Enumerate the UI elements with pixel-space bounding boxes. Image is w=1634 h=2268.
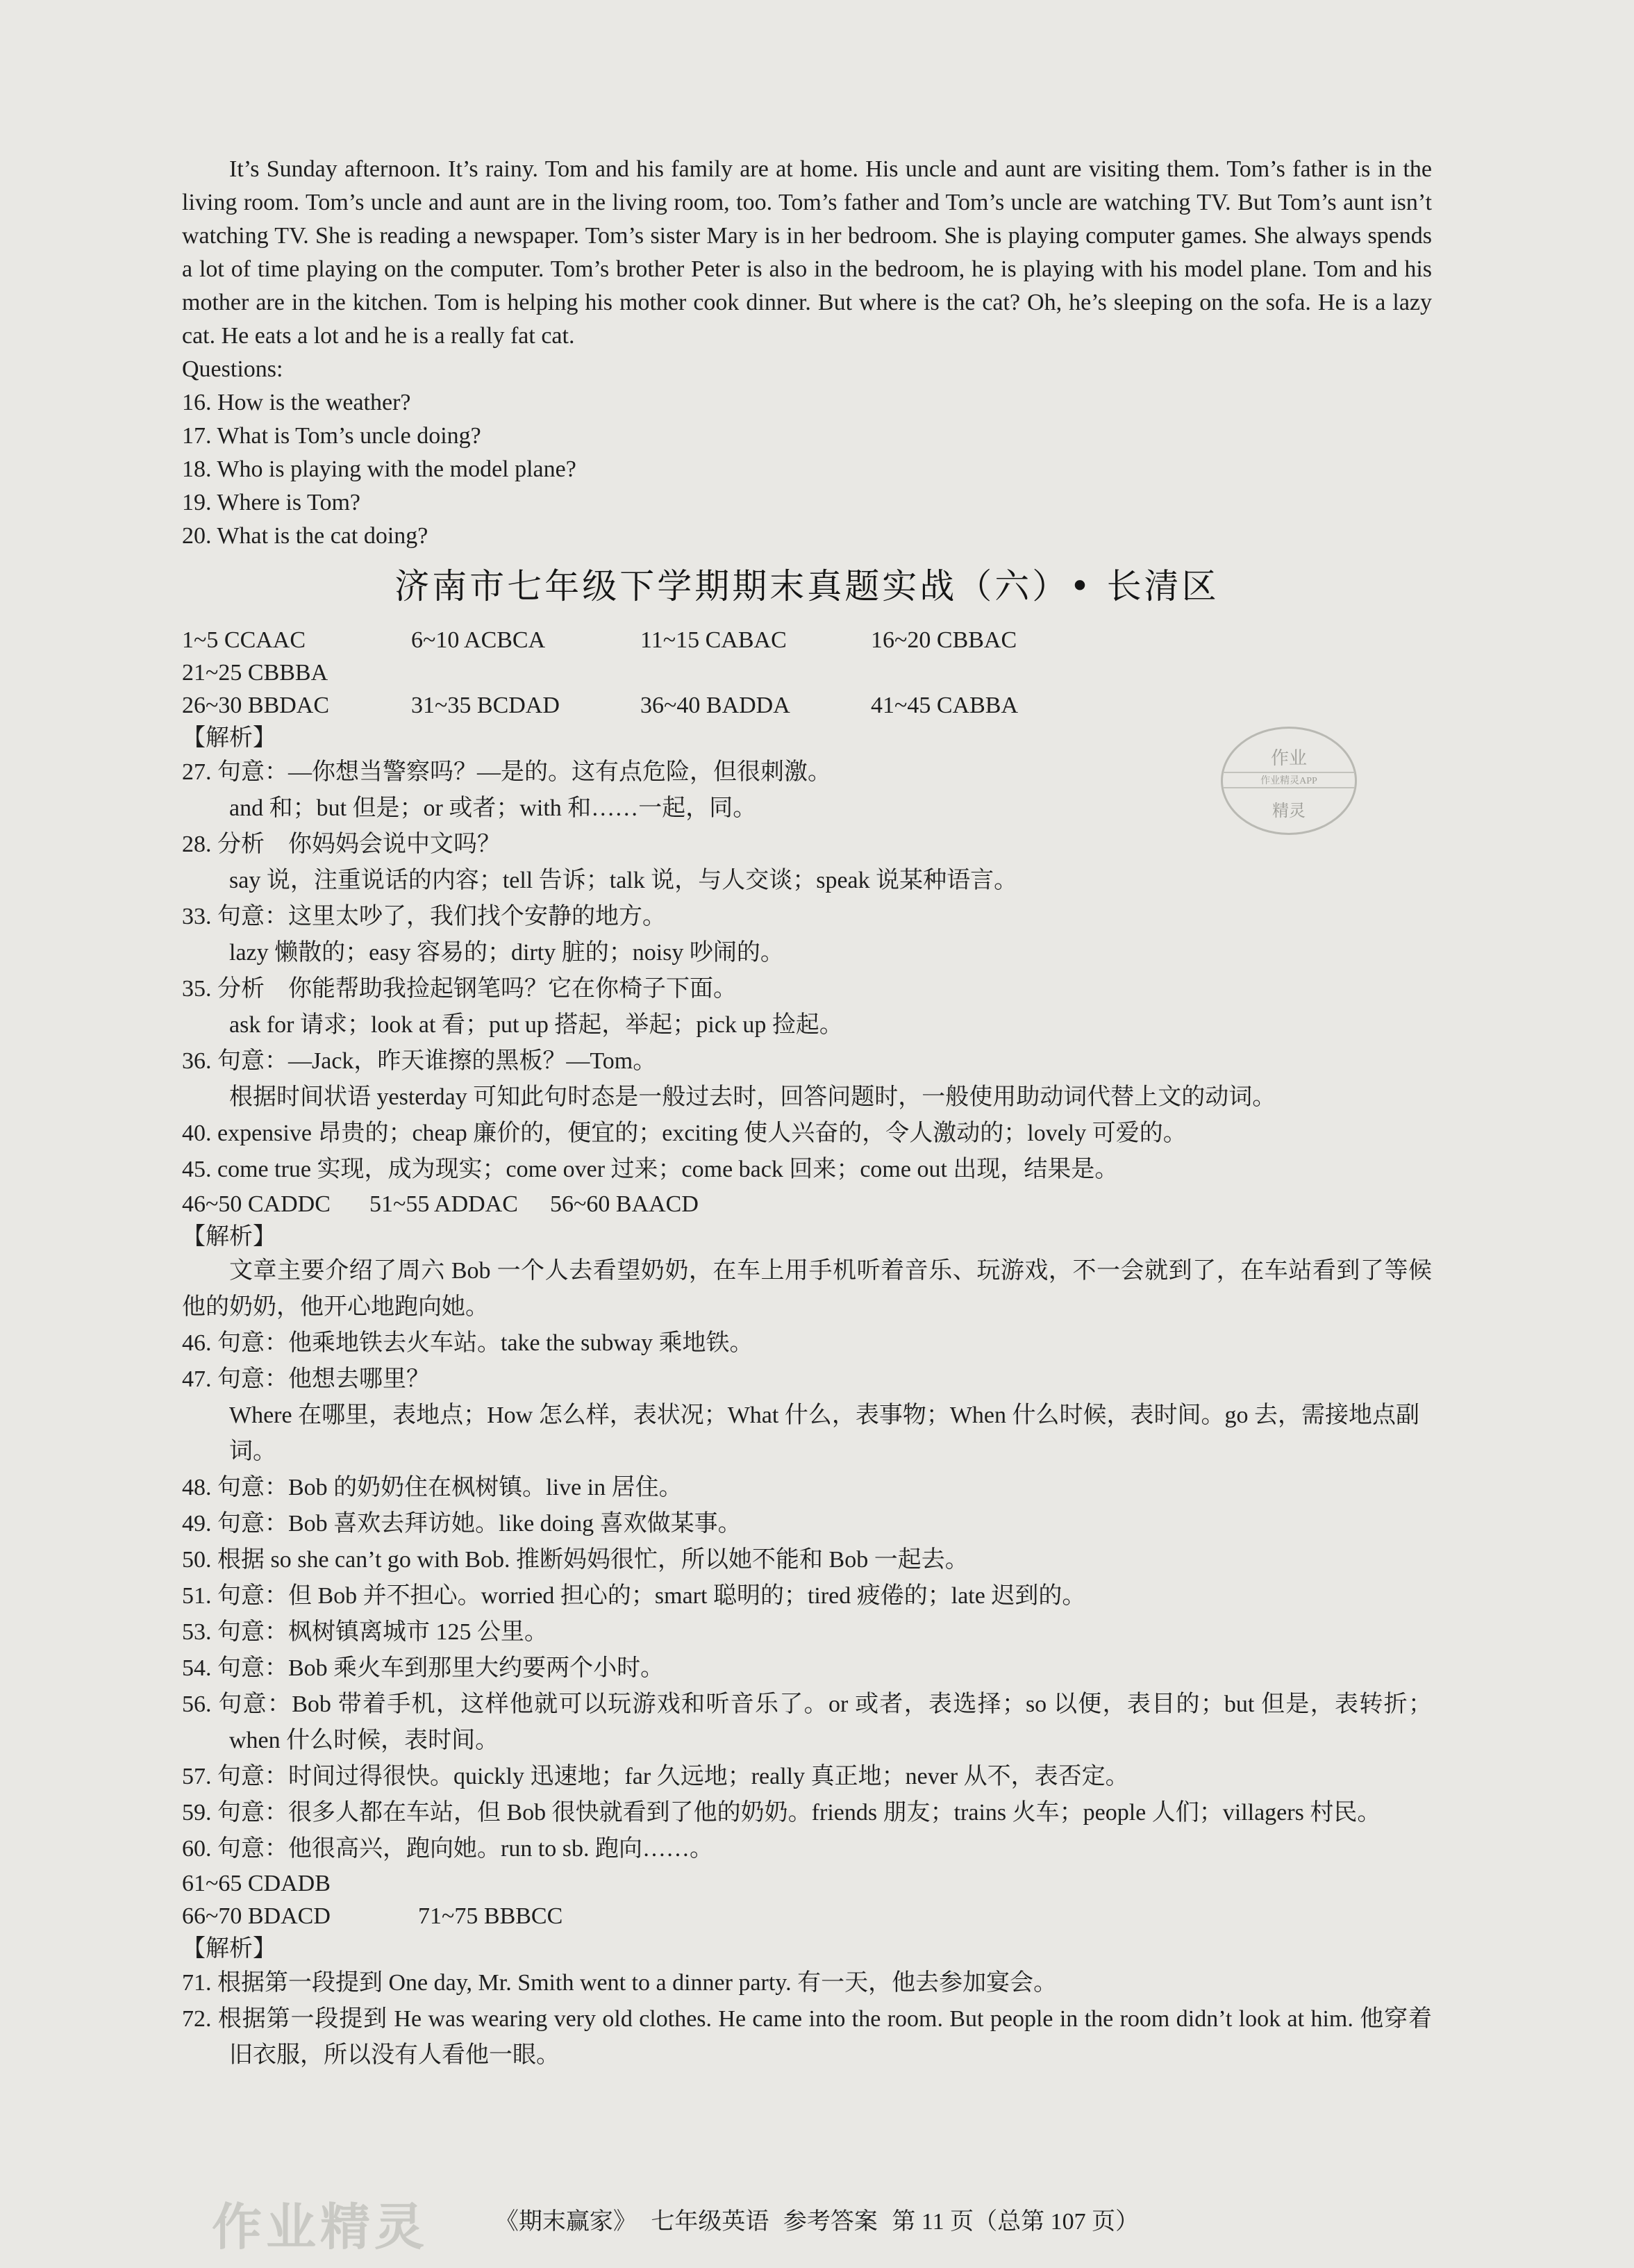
answer-group: 16~20 CBBAC: [871, 627, 1017, 653]
item-text: 句意：Bob 的奶奶住在枫树镇。live in 居住。: [217, 1475, 683, 1500]
item-note: and 和；but 但是；or 或者；with 和……一起，同。: [229, 795, 757, 821]
passage-text: It’s Sunday afternoon. It’s rainy. Tom and his family are at home. His uncle and aunt are visiting them. Tom’s father is in the living room. Tom’s uncle and aunt are in the living room, too. Tom’s father and Tom’s uncle are watching TV. But Tom’s aunt isn’t watching TV. She is reading a newspaper. Tom’s sister Mary is in her bedroom. She is playing computer games. She always spends a lot of time playing on the computer. Tom’s brother Peter is also in the bedroom, he is playing with his model plane. Tom and his mother are in the kitchen. Tom is helping his mother cook dinner. But where is the cat? Oh, he’s sleeping on the sofa. He is a lazy cat. He eats a lot and he is a really fat cat.: [182, 156, 1432, 349]
item-text: 句意：他想去哪里？: [217, 1366, 430, 1392]
answer-group: 6~10 ACBCA: [411, 627, 546, 653]
analysis-item: [182, 2001, 1432, 2074]
section-title: 济南市七年级下学期期末真题实战（六）• 长清区: [394, 566, 1219, 606]
answer-group: 1~5 CCAAC: [182, 627, 306, 653]
item-text: come true 实现，成为现实；come over 过来；come back 回来；come out 出现，结果是。: [217, 1157, 1119, 1182]
questions-label: Questions:: [182, 356, 283, 382]
item-number: 53.: [182, 1619, 212, 1645]
item-number: 47.: [182, 1366, 212, 1392]
item-number: 33.: [182, 904, 212, 929]
answer-row: [182, 689, 1432, 722]
item-number: 54.: [182, 1655, 212, 1681]
analysis-item: [182, 1687, 1432, 1759]
analysis-item: [182, 1152, 1432, 1188]
item-number: 49.: [182, 1511, 212, 1537]
answer-group: 71~75 BBBCC: [418, 1903, 563, 1929]
item-text: 句意：Bob 乘火车到那里大约要两个小时。: [217, 1655, 665, 1681]
item-text: 分析 你能帮助我捡起钢笔吗？它在你椅子下面。: [217, 976, 737, 1002]
question-16: 16. How is the weather?: [182, 390, 411, 415]
analysis-item: [182, 1614, 1432, 1650]
item-number: 56.: [182, 1691, 212, 1717]
item-text: 句意：Bob 带着手机，这样他就可以玩游戏和听音乐了。or 或者，表选择；so 以便，表目的；but 但是，表转折；when 什么时候，表时间。: [218, 1691, 1432, 1753]
analysis-item: [182, 1325, 1432, 1361]
question-17: 17. What is Tom’s uncle doing?: [182, 423, 481, 449]
item-text: 句意：枫树镇离城市 125 公里。: [217, 1619, 548, 1645]
analysis-item: [182, 1759, 1432, 1795]
item-text: 句意：时间过得很快。quickly 迅速地；far 久远地；really 真正地；never 从不，表否定。: [217, 1764, 1129, 1789]
item-number: 40.: [182, 1120, 212, 1146]
answer-group: 21~25 CBBBA: [182, 660, 328, 686]
item-text: 句意：他乘地铁去火车站。take the subway 乘地铁。: [217, 1330, 753, 1356]
item-note: Where 在哪里，表地点；How 怎么样，表状况；What 什么，表事物；When 什么时候，表时间。go 去，需接地点副词。: [229, 1402, 1420, 1464]
footer-book-title: 《期末赢家》: [494, 2209, 637, 2235]
item-text: 句意：他很高兴，跑向她。run to sb. 跑向……。: [217, 1836, 713, 1862]
item-text: 句意：—Jack，昨天谁擦的黑板？—Tom。: [217, 1048, 657, 1074]
answer-group: 66~70 BDACD: [182, 1903, 331, 1929]
analysis-item: [182, 1578, 1432, 1614]
item-number: 59.: [182, 1800, 212, 1826]
item-number: 51.: [182, 1583, 212, 1609]
answer-group: 61~65 CDADB: [182, 1871, 331, 1896]
item-number: 50.: [182, 1547, 212, 1573]
item-number: 28.: [182, 831, 212, 857]
item-note: ask for 请求；look at 看；put up 搭起，举起；pick up 捡起。: [229, 1012, 843, 1038]
answer-row: [182, 656, 1432, 689]
item-text: 句意：很多人都在车站，但 Bob 很快就看到了他的奶奶。friends 朋友；trains 火车；people 人们；villagers 村民。: [217, 1800, 1381, 1826]
footer-section: 参考答案: [783, 2209, 878, 2235]
item-number: 48.: [182, 1475, 212, 1500]
answer-group: 51~55 ADDAC: [369, 1191, 518, 1217]
answer-group: 41~45 CABBA: [871, 693, 1019, 718]
item-note: 根据时间状语 yesterday 可知此句时态是一般过去时，回答问题时，一般使用助动词代替上文的动词。: [229, 1084, 1276, 1110]
item-text: 分析 你妈妈会说中文吗？: [217, 831, 501, 857]
item-note: lazy 懒散的；easy 容易的；dirty 脏的；noisy 吵闹的。: [229, 940, 784, 966]
analysis-item: [182, 899, 1432, 971]
item-number: 60.: [182, 1836, 212, 1862]
item-text: 句意：但 Bob 并不担心。worried 担心的；smart 聪明的；tired 疲倦的；late 迟到的。: [217, 1583, 1086, 1609]
analysis-item: [182, 1470, 1432, 1506]
answer-group: 56~60 BAACD: [550, 1191, 699, 1217]
answer-group: 46~50 CADDC: [182, 1191, 331, 1217]
listening-passage: [182, 153, 1432, 353]
item-number: 45.: [182, 1157, 212, 1182]
footer-subject: 七年级英语: [651, 2209, 769, 2235]
item-text: 根据第一段提到 One day, Mr. Smith went to a dinner party. 有一天，他去参加宴会。: [217, 1970, 1058, 1996]
analysis-item: [182, 1361, 1432, 1470]
analysis-item: [182, 1650, 1432, 1687]
analysis-item: [182, 1831, 1432, 1867]
analysis-item: [182, 827, 1432, 899]
analysis-heading: 【解析】: [182, 1224, 276, 1250]
answer-row: [182, 1867, 1432, 1900]
item-number: 36.: [182, 1048, 212, 1074]
item-number: 46.: [182, 1330, 212, 1356]
item-text: 句意：—你想当警察吗？—是的。这有点危险，但很刺激。: [217, 759, 831, 785]
item-number: 71.: [182, 1970, 212, 1996]
analysis-item: [182, 1795, 1432, 1831]
footer-page-number: 第 11 页（总第 107 页）: [892, 2209, 1140, 2235]
answer-row: [182, 624, 1432, 656]
analysis-item: [182, 971, 1432, 1043]
passage-summary: 文章主要介绍了周六 Bob 一个人去看望奶奶，在车上用手机听着音乐、玩游戏，不一会就到了，在车站看到了等候他的奶奶，他开心地跑向她。: [182, 1258, 1432, 1320]
answer-group: 36~40 BADDA: [640, 693, 790, 718]
answer-row: [182, 1188, 1432, 1220]
answer-group: 31~35 BCDAD: [411, 693, 560, 718]
watermark-stamp: 作业 作业精灵APP 精灵: [1221, 727, 1357, 835]
analysis-item: [182, 1506, 1432, 1542]
item-text: 根据第一段提到 He was wearing very old clothes. He came into the room. But people in the room didn’t look at him. 他穿着旧衣服，所以没有人看他一眼。: [217, 2006, 1433, 2068]
question-18: 18. Who is playing with the model plane?: [182, 456, 576, 482]
question-20: 20. What is the cat doing?: [182, 523, 428, 549]
item-number: 57.: [182, 1764, 212, 1789]
item-note: say 说，注重说话的内容；tell 告诉；talk 说，与人交谈；speak 说某种语言。: [229, 868, 1018, 893]
answer-group: 11~15 CABAC: [640, 627, 787, 653]
answer-row: [182, 1900, 1432, 1932]
analysis-item: [182, 1043, 1432, 1116]
item-number: 35.: [182, 976, 212, 1002]
item-number: 72.: [182, 2006, 212, 2032]
analysis-item: [182, 1965, 1432, 2001]
question-19: 19. Where is Tom?: [182, 490, 360, 515]
item-text: 根据 so she can’t go with Bob. 推断妈妈很忙，所以她不能和 Bob 一起去。: [217, 1547, 969, 1573]
analysis-item: [182, 1116, 1432, 1152]
analysis-heading: 【解析】: [182, 725, 276, 751]
watermark-logo: 作业精灵: [212, 2198, 429, 2256]
analysis-heading: 【解析】: [182, 1936, 276, 1962]
page-content: [182, 153, 1432, 2074]
page-footer: [0, 2205, 1634, 2239]
item-text: 句意：这里太吵了，我们找个安静的地方。: [217, 904, 666, 929]
item-text: expensive 昂贵的；cheap 廉价的，便宜的；exciting 使人兴奋的，令人激动的；lovely 可爱的。: [217, 1120, 1187, 1146]
answer-group: 26~30 BBDAC: [182, 693, 330, 718]
item-text: 句意：Bob 喜欢去拜访她。like doing 喜欢做某事。: [217, 1511, 742, 1537]
analysis-item: [182, 1542, 1432, 1578]
item-number: 27.: [182, 759, 212, 785]
